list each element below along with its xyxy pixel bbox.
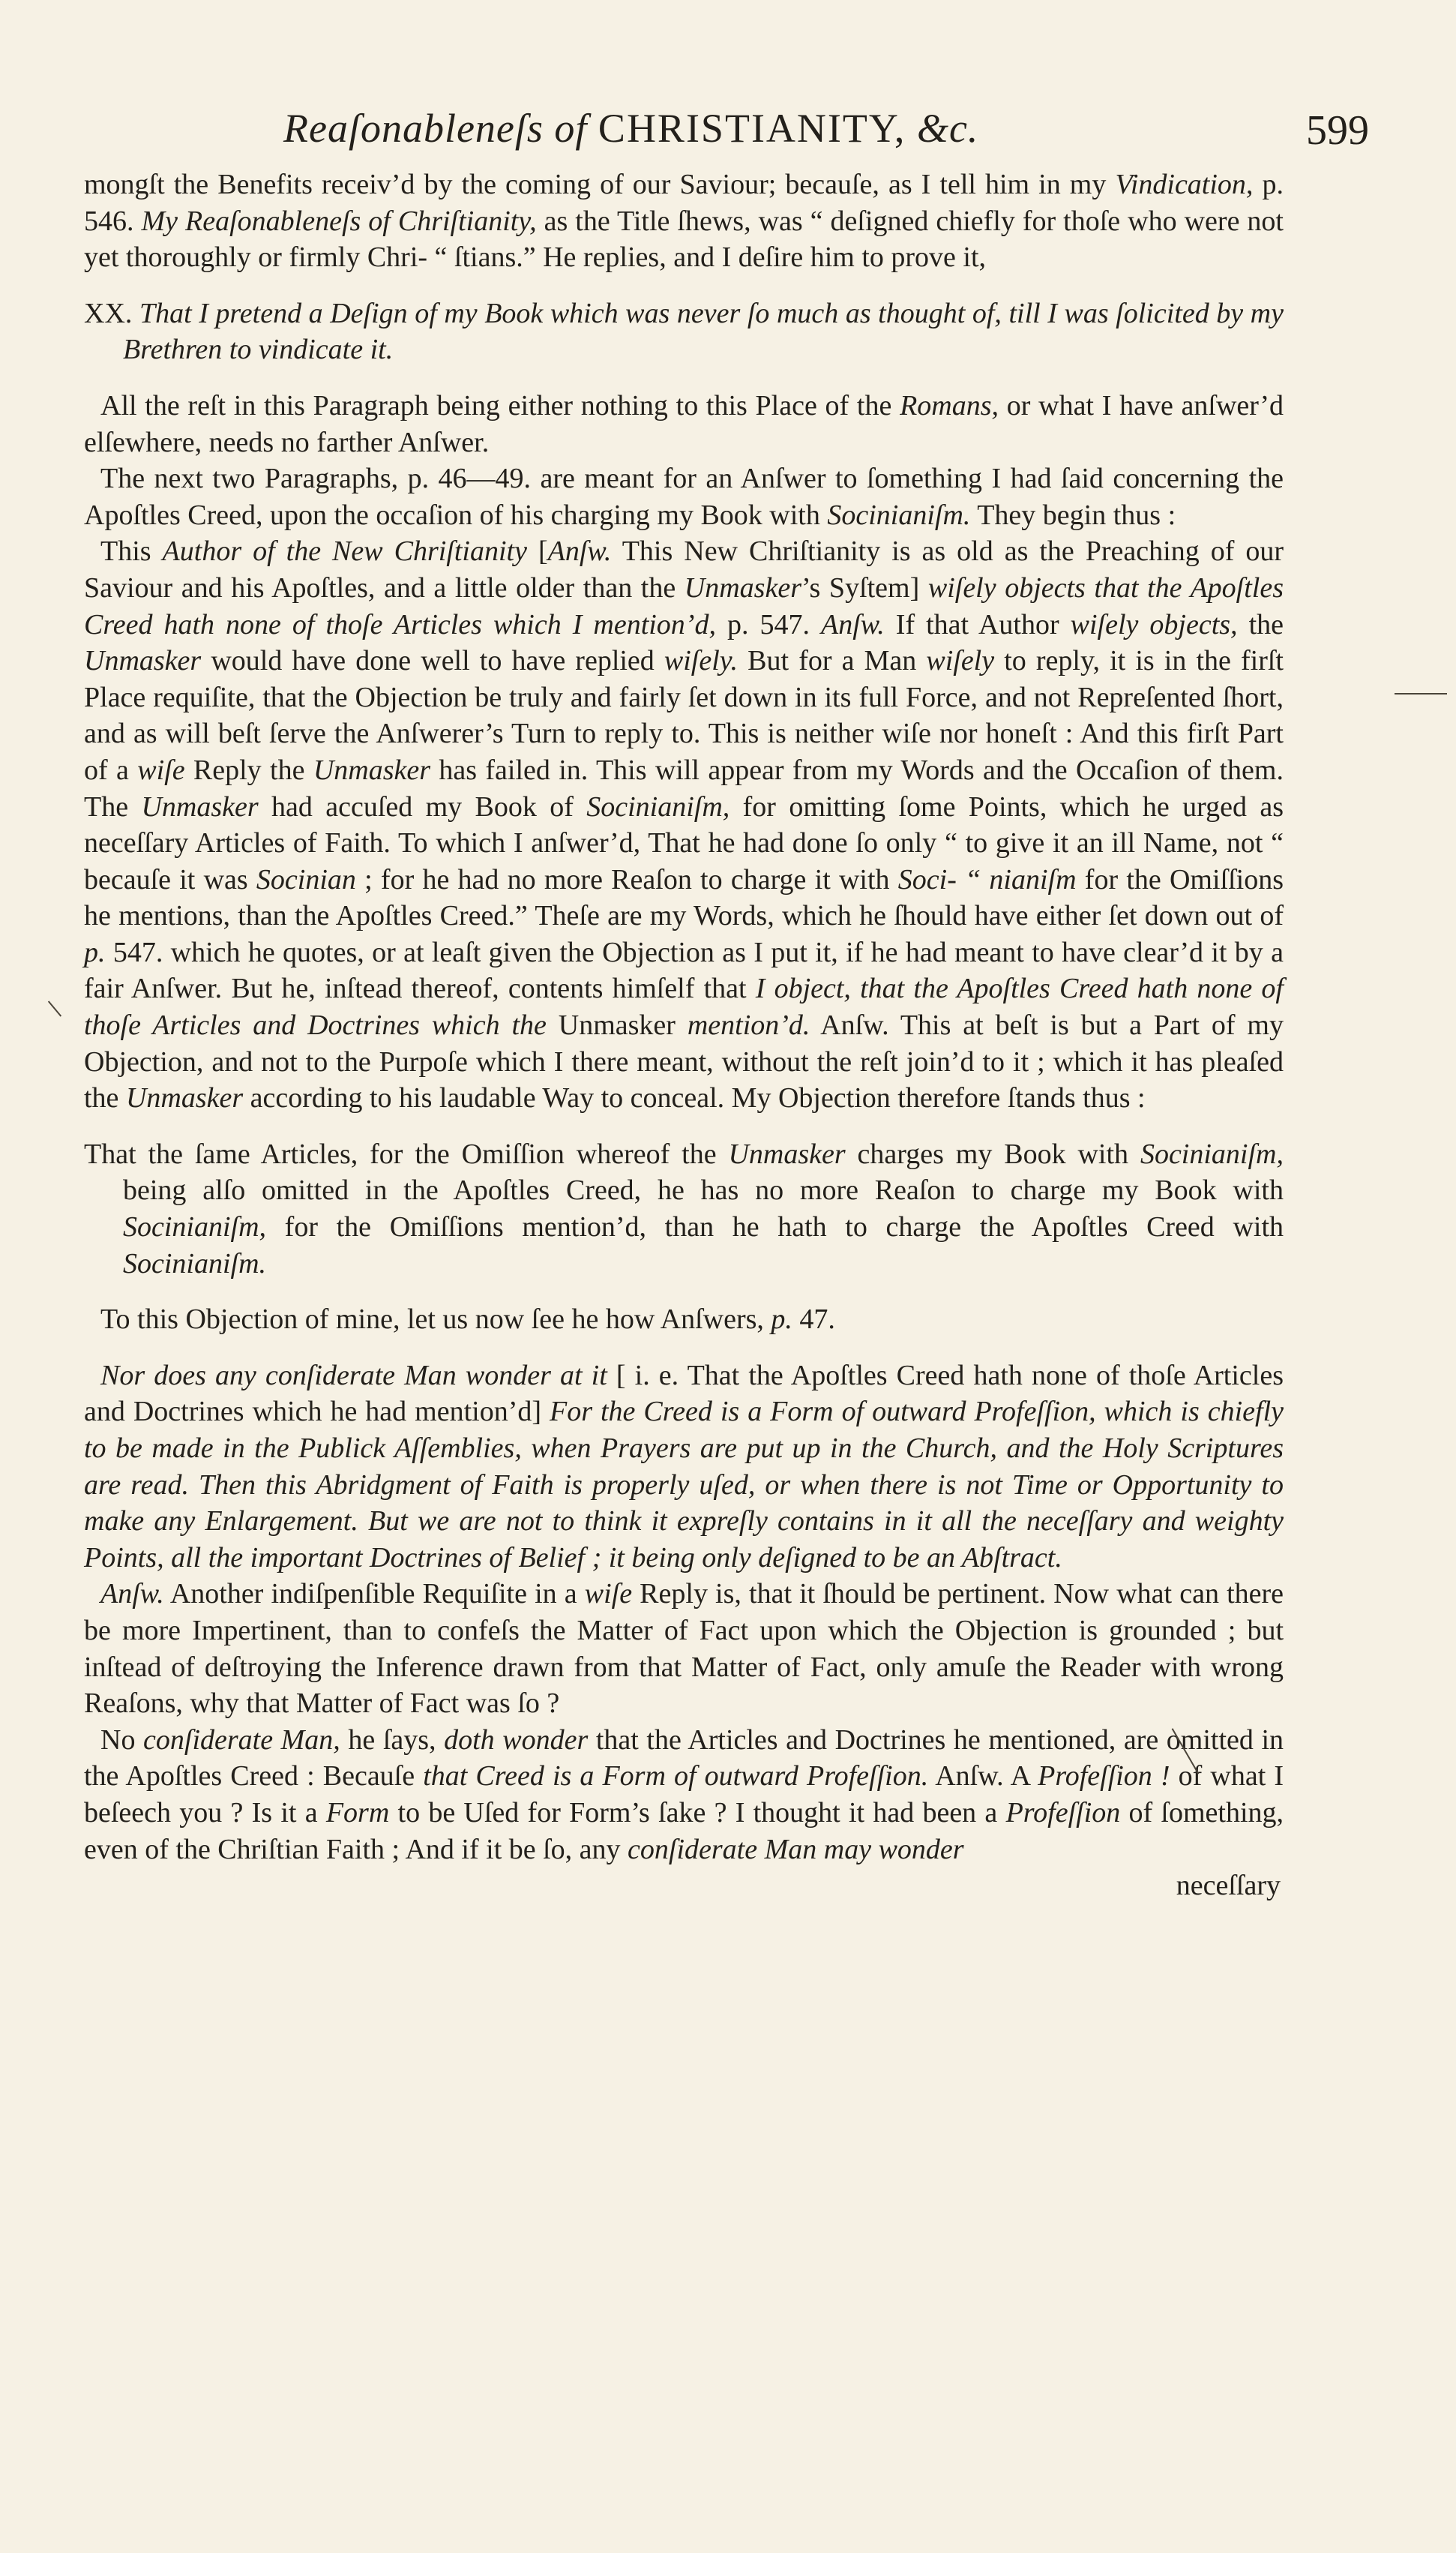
text-run: has failed in. This will appear from my Words and the Occaſion of them. The	[84, 754, 1284, 823]
text-run: the	[1237, 608, 1284, 640]
text-run: The next two Paragraphs, p. 46—49. are meant for an Anſwer to ſomething I had ſaid concerning the Apoſtles Creed, upon the occaſion of his charging my Book with	[84, 463, 1284, 531]
text-run: p. 546.	[84, 169, 1284, 237]
italic-run: Unmasker	[125, 1082, 244, 1114]
text-run: 547. which he quotes, or at leaſt given the Objection as I put it, if he had meant to have clear’d it by a fair Anſwer. But he, inſtead thereof, contents himſelf that	[84, 936, 1284, 1005]
running-title	[283, 105, 978, 152]
text-run: of ſomething, even of the Chriſtian Faith ; And if it be ſo, any	[84, 1796, 1284, 1865]
italic-run: Socinianiſm.	[827, 499, 971, 531]
italic-run: I object, that the Apoſtles Creed hath none of thoſe Articles and Doctrines which the	[84, 973, 1284, 1042]
margin-tick-mark	[48, 1000, 61, 1016]
italic-run: wiſe	[137, 754, 185, 786]
text-run: for the Omiſſions he mentions, than the Apoſtles Creed.” Theſe are my Words, which he ſhould have either ſet down out of	[84, 863, 1284, 932]
text-run: If that Author	[884, 608, 1071, 640]
italic-run: My Reaſonableneſs of Chriſtianity,	[141, 205, 537, 237]
text-run: Another indiſpenſible Requiſite in a	[163, 1578, 585, 1610]
text-run: that the Articles and Doctrines he mentioned, are omitted in the Apoſtles Creed : Becauſe	[84, 1724, 1284, 1792]
paragraph	[84, 388, 1284, 460]
text-run: To this Objection of mine, let us now ſee he how Anſwers,	[100, 1304, 771, 1336]
italic-run: Socinianiſm.	[123, 1247, 267, 1280]
paragraph	[84, 1136, 1284, 1282]
italic-run: Profeſſion	[1005, 1796, 1121, 1828]
text-run: Anſw. This at beſt is but a Part of my Objection, and not to the Purpoſe which I there meant, without the reſt join’d to it ; which it has pleaſed the	[84, 1010, 1284, 1114]
italic-run: wiſely.	[664, 645, 738, 677]
paragraph	[84, 166, 1284, 276]
italic-run: That I pretend a Deſign of my Book which was never ſo much as thought of, till I was ſolicited by my Brethren to vindicate it.	[123, 297, 1284, 366]
running-title-etc: &c.	[916, 106, 979, 151]
paragraph	[84, 460, 1284, 533]
italic-run: For the Creed is a Form of outward Profeſſion, which is chiefly to be made in the Publick Aſſemblies, when Prayers are put up in the Church, and the Holy Scriptures are read. Then this Abridgment of Faith is properly uſed, or when there is not Time or Opportunity to make any Enlargement. But we are not to think it expreſly contains in it all the neceſſary and weighty Points, all the important Doctrines of Belief ; it being only deſigned to be an Abſtract.	[84, 1396, 1284, 1574]
running-title-italic: Reaſonableneſs of	[283, 106, 588, 151]
text-run: charges my Book with	[845, 1138, 1140, 1170]
running-header	[0, 105, 1456, 172]
paragraph	[84, 1576, 1284, 1721]
paragraph	[84, 1722, 1284, 1868]
text-run: he ſays,	[340, 1724, 445, 1756]
italic-run: Unmasker	[141, 790, 259, 823]
italic-run: wiſe	[584, 1578, 633, 1610]
text-run: Unmasker	[546, 1010, 688, 1042]
running-title-caps: CHRISTIANITY,	[598, 106, 906, 151]
italic-run: Nor does any conſiderate Man wonder at it	[100, 1359, 607, 1391]
italic-run: Unmasker	[84, 645, 202, 677]
paragraph	[84, 296, 1284, 368]
italic-run: Anſw.	[100, 1578, 164, 1610]
text-run: of what I beſeech you ? Is it a	[84, 1760, 1284, 1828]
text-run: ; for he had no more Reaſon to charge it with	[355, 863, 898, 896]
text-run: ’s Syſtem]	[801, 572, 928, 604]
text-run: Anſw. A	[928, 1760, 1038, 1792]
italic-run: Vindication,	[1115, 169, 1254, 200]
italic-run: p.	[771, 1304, 792, 1336]
text-run: All the reſt in this Paragraph being either nothing to this Place of the	[100, 389, 900, 422]
text-run: But for a Man	[738, 645, 927, 677]
text-run: would have done well to have replied	[201, 645, 664, 677]
catchword: neceſſary	[1176, 1870, 1281, 1902]
text-run: Reply the	[184, 754, 313, 786]
text-run: as the Title ſhews, was “ deſigned chiefly for thoſe who were not yet thoroughly or firmly Chri- “ ſtians.” He replies, and I deſire him to prove it,	[84, 205, 1284, 274]
italic-run: Anſw.	[547, 536, 612, 568]
text-run: for the Omiſſions mention’d, than he hath to charge the Apoſtles Creed with	[266, 1211, 1284, 1244]
italic-run: Unmasker	[728, 1138, 846, 1170]
margin-tick-mark	[1395, 693, 1447, 694]
text-run: to reply, it is in the firſt Place requiſite, that the Objection be truly and fairly ſet down in its full Force, and not Repreſented ſhort, and as will beſt ſerve the Anſwerer’s Turn to reply to. This is neither wiſe nor honeſt : And this firſt Part of a	[84, 645, 1284, 786]
text-run: for omitting ſome Points, which he urged as neceſſary Articles of Faith. To which I anſwer’d, That he had done ſo only “ to give it an ill Name, not “ becauſe it was	[84, 790, 1284, 896]
text-run: mongſt the Benefits receiv’d by the coming of our Saviour; becauſe, as I tell him in my	[84, 169, 1116, 200]
italic-run: Unmasker	[313, 754, 431, 786]
italic-run: p.	[84, 936, 106, 968]
text-run: No	[100, 1724, 144, 1756]
text-run: 47.	[792, 1304, 835, 1336]
italic-run: Socinianiſm,	[123, 1211, 267, 1244]
italic-run: Socinianiſm,	[1140, 1138, 1284, 1170]
italic-run: Socinian	[256, 863, 356, 896]
italic-run: conſiderate Man,	[143, 1724, 340, 1756]
text-run: This New Chriſtianity is as old as the Preaching of our Saviour and his Apoſtles, and a little older than the	[84, 536, 1284, 604]
text-run: That the ſame Articles, for the Omiſſion whereof the	[84, 1138, 729, 1170]
page-number: 599	[1306, 107, 1369, 154]
italic-run: Form	[325, 1796, 390, 1828]
italic-run: that Creed is a Form of outward Profeſſion.	[423, 1760, 929, 1792]
italic-run: conſiderate Man may wonder	[628, 1833, 964, 1865]
italic-run: Socinianiſm,	[586, 790, 730, 823]
paragraph	[84, 1301, 1284, 1338]
italic-run: Author of the New Chriſtianity	[162, 536, 527, 568]
text-run: This	[100, 536, 163, 568]
paragraph	[84, 1358, 1284, 1576]
italic-run: mention’d.	[687, 1010, 810, 1042]
italic-run: wiſely	[926, 645, 995, 677]
body-text	[84, 166, 1284, 1904]
text-run: had accuſed my Book of	[258, 790, 587, 823]
text-run: to be Uſed for Form’s ſake ? I thought it had been a	[389, 1796, 1006, 1828]
italic-run: Unmasker	[684, 572, 801, 604]
text-run: XX.	[84, 297, 139, 329]
italic-run: Profeſſion !	[1038, 1760, 1170, 1792]
text-run: p. 547.	[715, 608, 821, 640]
text-run: They begin thus :	[970, 499, 1176, 531]
italic-run: Soci- “ nianiſm	[897, 863, 1077, 896]
text-run: [ i. e. That the Apoſtles Creed hath none of thoſe Articles and Doctrines which he had mention’d]	[84, 1359, 1284, 1428]
text-run: or what I have anſwer’d elſewhere, needs no farther Anſwer.	[84, 389, 1284, 458]
text-run: according to his laudable Way to conceal. My Objection therefore ſtands thus :	[243, 1082, 1146, 1114]
italic-run: Anſw.	[820, 608, 885, 640]
paragraph	[84, 533, 1284, 1117]
italic-run: Romans,	[900, 389, 999, 422]
text-run: [	[526, 536, 548, 568]
italic-run: doth wonder	[444, 1724, 589, 1756]
text-run: being alſo omitted in the Apoſtles Creed, he has no more Reaſon to charge my Book with	[123, 1174, 1284, 1207]
italic-run: wiſely objects that the Apoſtles Creed hath none of thoſe Articles which I mention’d,	[84, 572, 1284, 640]
italic-run: wiſely objects,	[1070, 608, 1238, 640]
text-run: Reply is, that it ſhould be pertinent. Now what can there be more Impertinent, than to confeſs the Matter of Fact upon which the Objection is grounded ; but inſtead of deſtroying the Inference drawn from that Matter of Fact, only amuſe the Reader with wrong Reaſons, why that Matter of Fact was ſo ?	[84, 1578, 1284, 1720]
